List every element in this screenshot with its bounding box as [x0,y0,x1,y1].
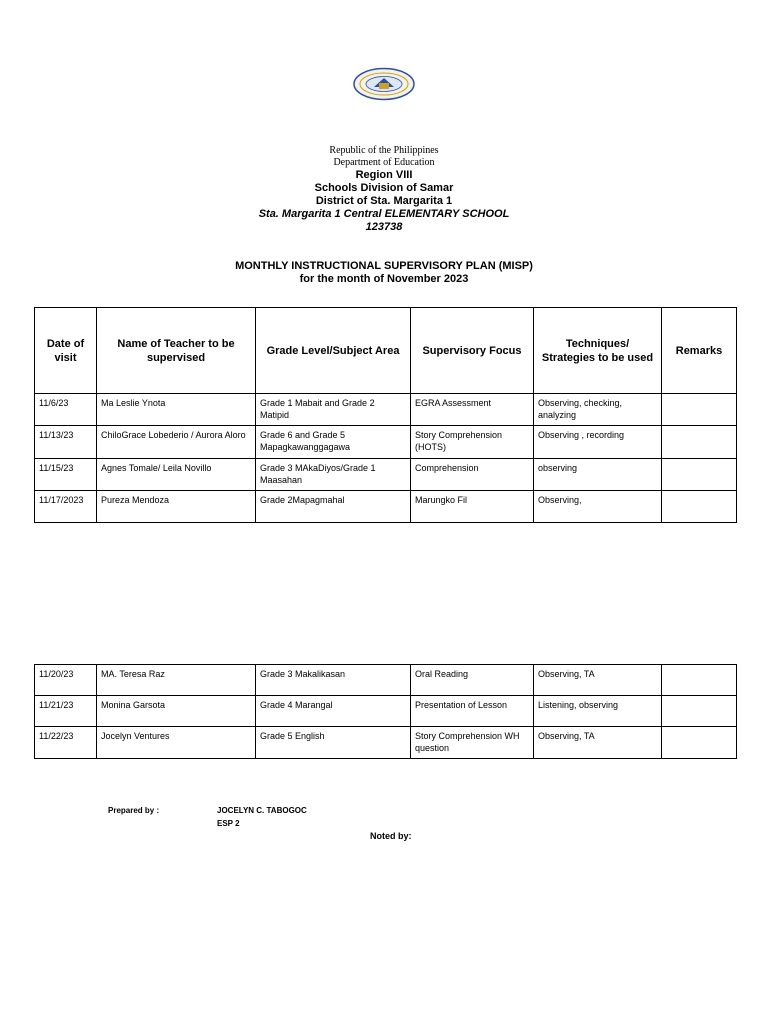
cell-grade: Grade 4 Marangal [256,696,411,727]
cell-date: 11/22/23 [35,727,97,759]
cell-date: 11/13/23 [35,426,97,459]
cell-date: 11/6/23 [35,394,97,426]
cell-remarks [662,426,737,459]
col-focus-header: Supervisory Focus [411,308,534,394]
cell-techniques: observing [534,459,662,491]
cell-techniques: Listening, observing [534,696,662,727]
cell-techniques: Observing, TA [534,727,662,759]
plan-title: MONTHLY INSTRUCTIONAL SUPERVISORY PLAN (MISP) [235,260,533,272]
cell-teacher: Jocelyn Ventures [97,727,256,759]
col-grade-header: Grade Level/Subject Area [256,308,411,394]
supervisory-plan-table-continued [34,664,737,759]
cell-date: 11/20/23 [35,665,97,696]
col-teacher-header: Name of Teacher to be supervised [97,308,256,394]
table-row [35,665,737,696]
cell-focus: Oral Reading [411,665,534,696]
cell-focus: Presentation of Lesson [411,696,534,727]
cell-grade: Grade 2Mapagmahal [256,491,411,523]
noted-by-label: Noted by: [370,831,412,841]
cell-grade: Grade 5 English [256,727,411,759]
cell-teacher: Agnes Tomale/ Leila Novillo [97,459,256,491]
cell-grade: Grade 3 Makalikasan [256,665,411,696]
cell-grade: Grade 6 and Grade 5 Mapagkawanggagawa [256,426,411,459]
region-line: Region VIII [355,169,413,181]
table-row [35,459,737,491]
cell-teacher: MA. Teresa Raz [97,665,256,696]
cell-date: 11/21/23 [35,696,97,727]
cell-techniques: Observing , recording [534,426,662,459]
cell-focus: Comprehension [411,459,534,491]
cell-focus: EGRA Assessment [411,394,534,426]
division-line: Schools Division of Samar [314,182,454,194]
table-row [35,426,737,459]
cell-date: 11/15/23 [35,459,97,491]
preparer-title: ESP 2 [217,819,240,828]
supervisory-plan-table [34,307,737,523]
table-row [35,696,737,727]
cell-techniques: Observing, [534,491,662,523]
cell-remarks [662,696,737,727]
cell-remarks [662,665,737,696]
cell-techniques: Observing, TA [534,665,662,696]
cell-remarks [662,727,737,759]
plan-subtitle: for the month of November 2023 [299,273,469,285]
cell-grade: Grade 3 MAkaDiyos/Grade 1 Maasahan [256,459,411,491]
cell-teacher: ChiloGrace Lobederio / Aurora Aloro [97,426,256,459]
cell-remarks [662,459,737,491]
cell-focus: Marungko Fil [411,491,534,523]
cell-teacher: Monina Garsota [97,696,256,727]
cell-date: 11/17/2023 [35,491,97,523]
cell-teacher: Ma Leslie Ynota [97,394,256,426]
col-remarks-header: Remarks [662,308,737,394]
cell-techniques: Observing, checking, analyzing [534,394,662,426]
table-row [35,727,737,759]
republic-line: Republic of the Philippines [329,145,439,156]
col-date-header: Date of visit [35,308,97,394]
department-line: Department of Education [333,157,435,168]
school-id: 123738 [365,221,403,233]
school-name: Sta. Margarita 1 Central ELEMENTARY SCHOOL [258,208,510,220]
deped-seal-icon [352,67,416,101]
district-line: District of Sta. Margarita 1 [315,195,453,207]
table-header-row [35,308,737,394]
cell-focus: Story Comprehension (HOTS) [411,426,534,459]
table-row [35,491,737,523]
cell-focus: Story Comprehension WH question [411,727,534,759]
cell-remarks [662,394,737,426]
prepared-by-label: Prepared by : [108,806,160,815]
cell-teacher: Pureza Mendoza [97,491,256,523]
preparer-name: JOCELYN C. TABOGOC [217,806,307,815]
cell-remarks [662,491,737,523]
cell-grade: Grade 1 Mabait and Grade 2 Matipid [256,394,411,426]
table-row [35,394,737,426]
col-techniques-header: Techniques/ Strategies to be used [534,308,662,394]
